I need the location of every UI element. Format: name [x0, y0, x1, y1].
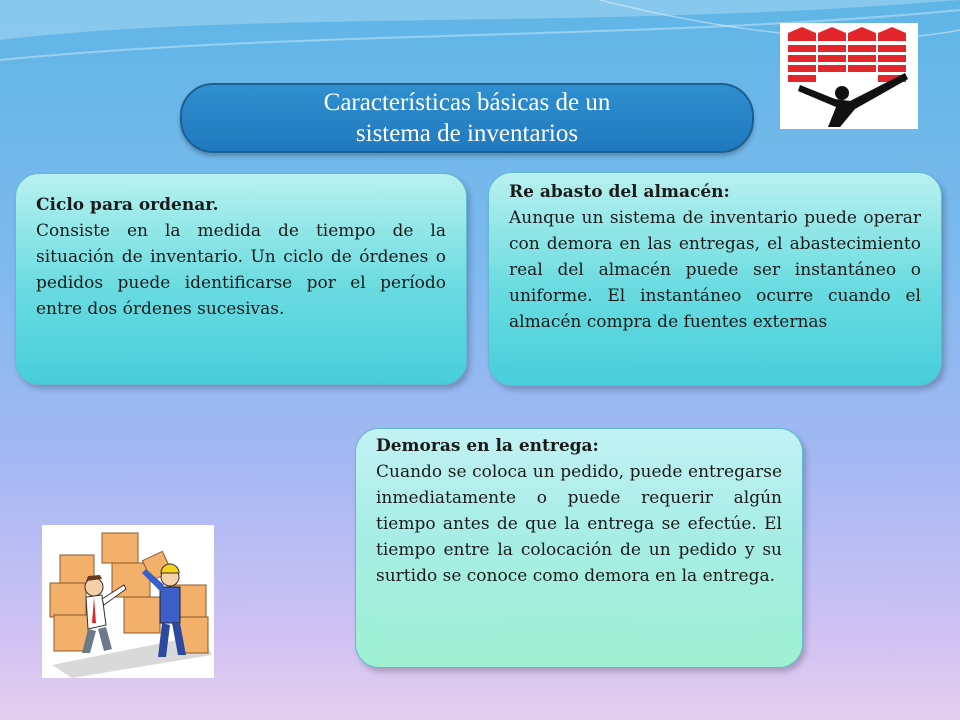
card-heading: Demoras en la entrega:: [376, 436, 599, 456]
card-ciclo-para-ordenar: [15, 173, 467, 385]
card-body: Cuando se coloca un pedido, puede entregarse inmediatamente o puede requerir algún tiempo antes de que la entrega se efectúe. El tiempo entre la colocación de un pedido y su surtido se conoce como demora en la entrega.: [376, 462, 782, 586]
warehouse-workers-boxes-icon: [42, 525, 214, 678]
warehouse-person-logo-icon: [780, 23, 918, 129]
page-title-line2: sistema de inventarios: [355, 120, 579, 147]
card-body: Aunque un sistema de inventario puede operar con demora en las entregas, el abastecimiento real del almacén puede ser instantáneo o uniforme. El instantáneo ocurre cuando el almacén compra de fuentes externas: [509, 208, 921, 332]
page-title-line1: Características básicas de un: [323, 89, 611, 116]
page-title: [180, 83, 754, 153]
card-body: Consiste en la medida de tiempo de la situación de inventario. Un ciclo de órdenes o pedidos puede identificarse por el período entre dos órdenes sucesivas.: [36, 221, 446, 319]
card-heading: Re abasto del almacén:: [509, 182, 730, 202]
card-re-abasto-del-almacen: [488, 172, 942, 386]
card-heading: Ciclo para ordenar.: [36, 195, 219, 215]
card-demoras-en-la-entrega: [355, 428, 803, 668]
